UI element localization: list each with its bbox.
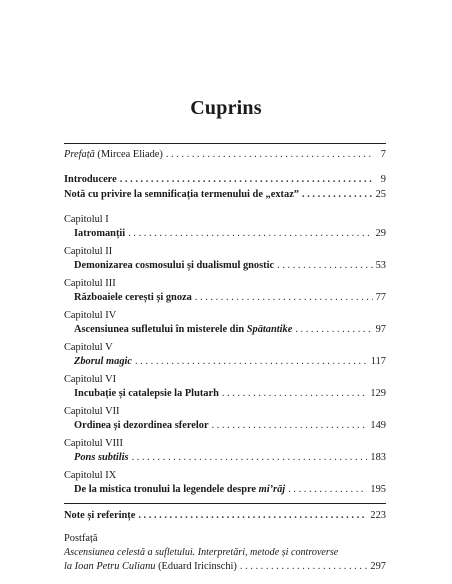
toc-entry-chapter[interactable] [74,227,386,241]
page-number: 195 [370,484,386,495]
chapter-title-italic: Spätantike [246,324,293,335]
toc-entry-notes[interactable] [64,509,386,523]
preface-label-rest: (Mircea Eliade) [94,149,163,160]
entry-label: Note și referințe [64,510,136,521]
dot-leader [240,560,368,574]
entry-label: Notă cu privire la semnificația termenului de „extaz” [64,189,299,200]
dot-leader [195,291,373,305]
toc-entry-introduction[interactable] [64,173,386,187]
page-number: 297 [370,561,386,572]
chapter-number: Capitolul V [64,342,113,353]
dot-leader [132,451,368,465]
dot-leader [302,188,373,202]
postface-title-line1: Ascensiunea celestă a sufletului. Interpretări, metode și controverse [64,547,339,558]
chapter-title: Iatromanții [74,228,126,239]
dot-leader [288,483,367,497]
toc-entry-chapter[interactable] [74,355,386,369]
dot-leader [277,259,372,273]
chapter-title: Războaiele cerești și gnoza [74,292,192,303]
page-number: 9 [380,174,386,185]
chapter-number: Capitolul IX [64,470,117,481]
page-number: 77 [375,292,386,303]
postface-heading: Postfață [64,533,98,544]
chapter-title: Zborul magic [74,356,133,367]
chapter-title: Ordinea și dezordinea sferelor [74,420,209,431]
page-number: 29 [375,228,386,239]
toc-entry-chapter[interactable] [74,419,386,433]
chapter-title: Ascensiunea sufletului în misterele din [74,324,247,335]
page-number: 149 [370,420,386,431]
dot-leader [120,173,373,187]
dot-leader [222,387,368,401]
page-number: 117 [370,356,386,367]
chapter-title: Incubație și catalepsie la Plutarh [74,388,219,399]
page-title: Cuprins [190,97,262,119]
dot-leader [138,509,367,523]
divider [64,143,386,144]
chapter-title-italic: mi’rāj [258,484,286,495]
chapter-title-italic: Pons subtilis [74,452,129,463]
divider [64,503,386,504]
chapter-title: Demonizarea cosmosului și dualismul gnostic [74,260,275,271]
toc-entry-chapter[interactable] [74,323,386,337]
dot-leader [128,227,372,241]
toc-entry-chapter[interactable] [74,483,386,497]
preface-label-italic: Prefață [64,149,95,160]
page-number: 129 [370,388,386,399]
chapter-number: Capitolul VIII [64,438,123,449]
chapter-number: Capitolul IV [64,310,117,321]
toc-entry-chapter[interactable] [74,291,386,305]
toc-entry-preface[interactable] [64,148,386,162]
toc-entry-note[interactable] [64,188,386,202]
page-number: 183 [370,452,386,463]
toc-entry-chapter[interactable] [74,451,386,465]
chapter-number: Capitolul VII [64,406,120,417]
dot-leader [295,323,372,337]
page-number: 7 [380,149,386,160]
page-number: 25 [375,189,386,200]
chapter-number: Capitolul I [64,214,109,225]
postface-title-line2: la Ioan Petru Culianu [64,561,156,572]
dot-leader [135,355,368,369]
dot-leader [212,419,368,433]
chapter-number: Capitolul III [64,278,116,289]
chapter-title: De la mistica tronului la legendele despre [74,484,259,495]
toc-entry-chapter[interactable] [74,387,386,401]
toc-entry-chapter[interactable] [74,259,386,273]
chapter-number: Capitolul VI [64,374,117,385]
page-number: 53 [375,260,386,271]
page-number: 97 [375,324,386,335]
toc-entry-postface[interactable] [64,560,386,574]
entry-label: Introducere [64,174,117,185]
chapter-number: Capitolul II [64,246,113,257]
dot-leader [166,148,373,162]
postface-author: (Eduard Iricinschi) [155,561,237,572]
page-number: 223 [370,510,386,521]
